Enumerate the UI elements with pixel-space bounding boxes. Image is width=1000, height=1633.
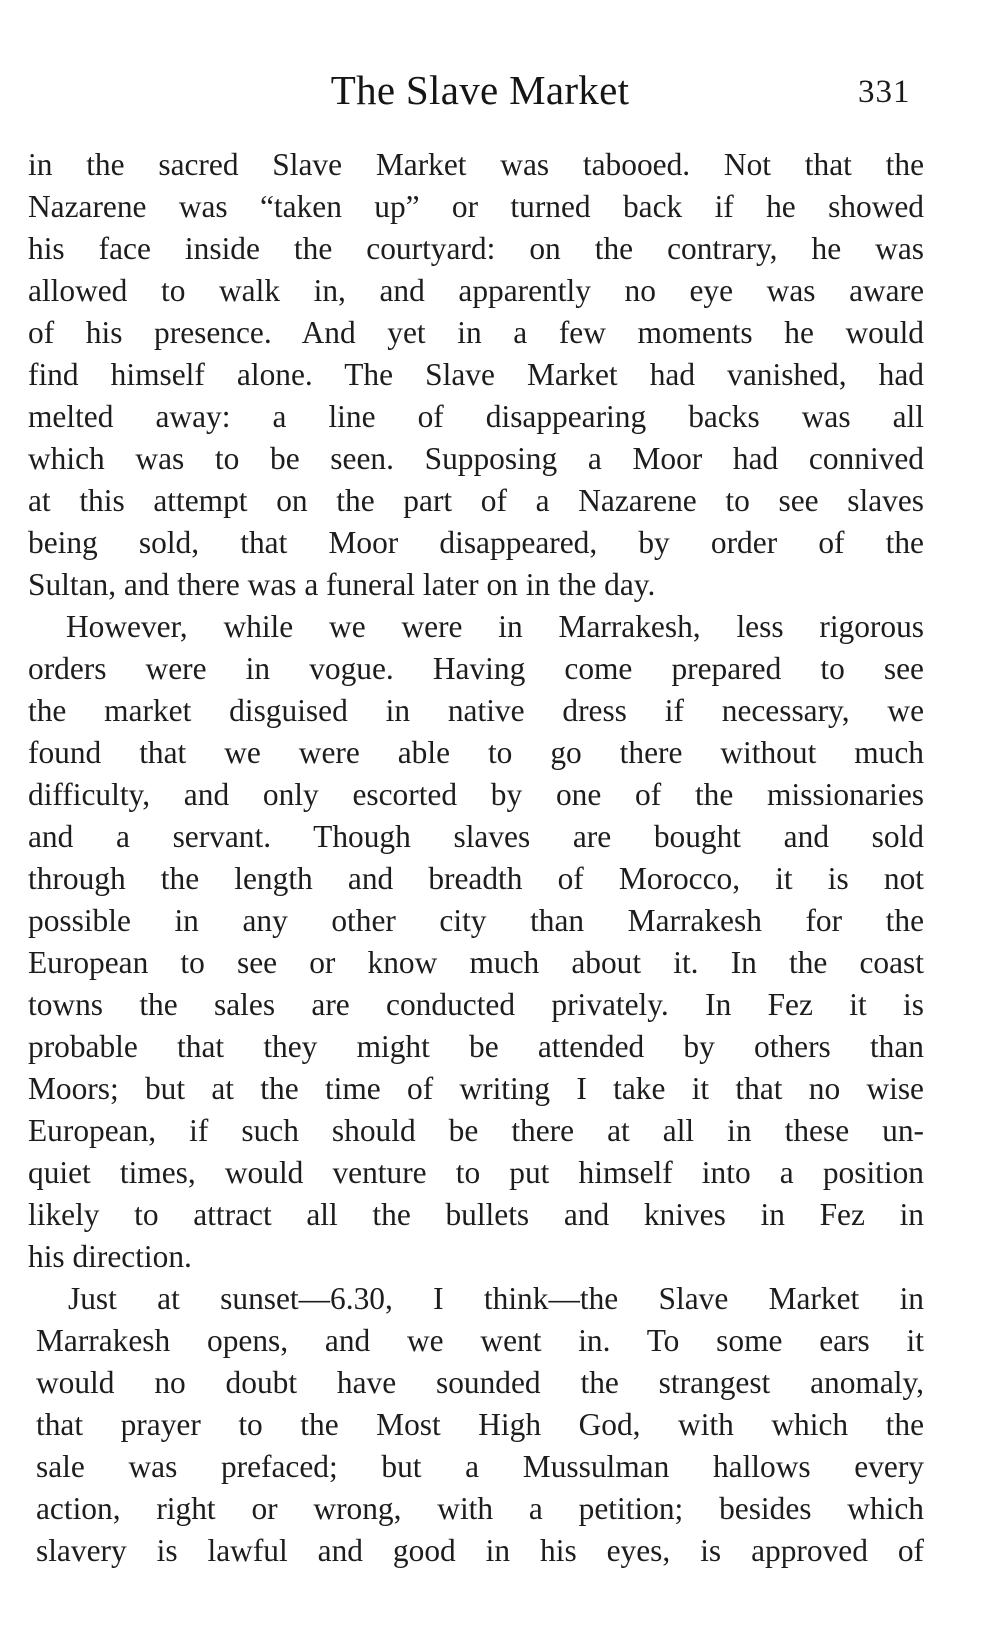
text-line: allowed to walk in, and apparently no eye was aware bbox=[28, 273, 924, 308]
text-line: orders were in vogue. Having come prepared to see bbox=[28, 651, 924, 686]
text-line: Nazarene was “taken up” or turned back if he showed bbox=[28, 189, 924, 224]
text-line: which was to be seen. Supposing a Moor had connived bbox=[28, 441, 924, 476]
text-line: at this attempt on the part of a Nazarene to see slaves bbox=[28, 483, 924, 518]
running-title: The Slave Market bbox=[330, 67, 630, 113]
paragraph-1 bbox=[28, 144, 924, 606]
text-line: melted away: a line of disappearing backs was all bbox=[28, 399, 924, 434]
text-line: European to see or know much about it. In the coast bbox=[28, 945, 924, 980]
text-line: that prayer to the Most High God, with which the bbox=[36, 1407, 924, 1442]
text-line: through the length and breadth of Morocco, it is not bbox=[28, 861, 924, 896]
text-line: in the sacred Slave Market was tabooed. Not that the bbox=[28, 147, 924, 182]
text-line: of his presence. And yet in a few moments he would bbox=[28, 315, 924, 350]
text-line: his direction. bbox=[28, 1239, 192, 1274]
text-line: being sold, that Moor disappeared, by order of the bbox=[28, 525, 924, 560]
text-line: find himself alone. The Slave Market had vanished, had bbox=[28, 357, 924, 392]
text-line: Just at sunset—6.30, I think—the Slave Market in bbox=[68, 1281, 924, 1316]
text-line: likely to attract all the bullets and knives in Fez in bbox=[28, 1197, 924, 1232]
text-line: his face inside the courtyard: on the contrary, he was bbox=[28, 231, 924, 266]
text-line: found that we were able to go there without much bbox=[28, 735, 924, 770]
text-line: difficulty, and only escorted by one of the missionaries bbox=[28, 777, 924, 812]
text-line: quiet times, would venture to put himself into a position bbox=[28, 1155, 924, 1190]
text-line: the market disguised in native dress if necessary, we bbox=[28, 693, 924, 728]
text-line: and a servant. Though slaves are bought and sold bbox=[28, 819, 924, 854]
text-line: towns the sales are conducted privately. In Fez it is bbox=[28, 987, 924, 1022]
text-line: action, right or wrong, with a petition; besides which bbox=[36, 1491, 924, 1526]
text-line: Sultan, and there was a funeral later on in the day. bbox=[28, 567, 656, 602]
text-line: Moors; but at the time of writing I take it that no wise bbox=[28, 1071, 924, 1106]
paragraph-2 bbox=[28, 606, 924, 1278]
text-line: slavery is lawful and good in his eyes, is approved of bbox=[36, 1533, 924, 1568]
text-line: Marrakesh opens, and we went in. To some ears it bbox=[36, 1323, 924, 1358]
text-line: would no doubt have sounded the strangest anomaly, bbox=[36, 1365, 924, 1400]
text-line: probable that they might be attended by others than bbox=[28, 1029, 924, 1064]
text-line: sale was prefaced; but a Mussulman hallows every bbox=[36, 1449, 924, 1484]
text-line: European, if such should be there at all in these un- bbox=[28, 1113, 924, 1148]
page-number: 331 bbox=[858, 74, 911, 110]
text-line: possible in any other city than Marrakesh for the bbox=[28, 903, 924, 938]
text-line: However, while we were in Marrakesh, less rigorous bbox=[66, 609, 924, 644]
page-header bbox=[0, 66, 1000, 126]
paragraph-3 bbox=[28, 1278, 924, 1572]
body-text bbox=[28, 144, 924, 1572]
